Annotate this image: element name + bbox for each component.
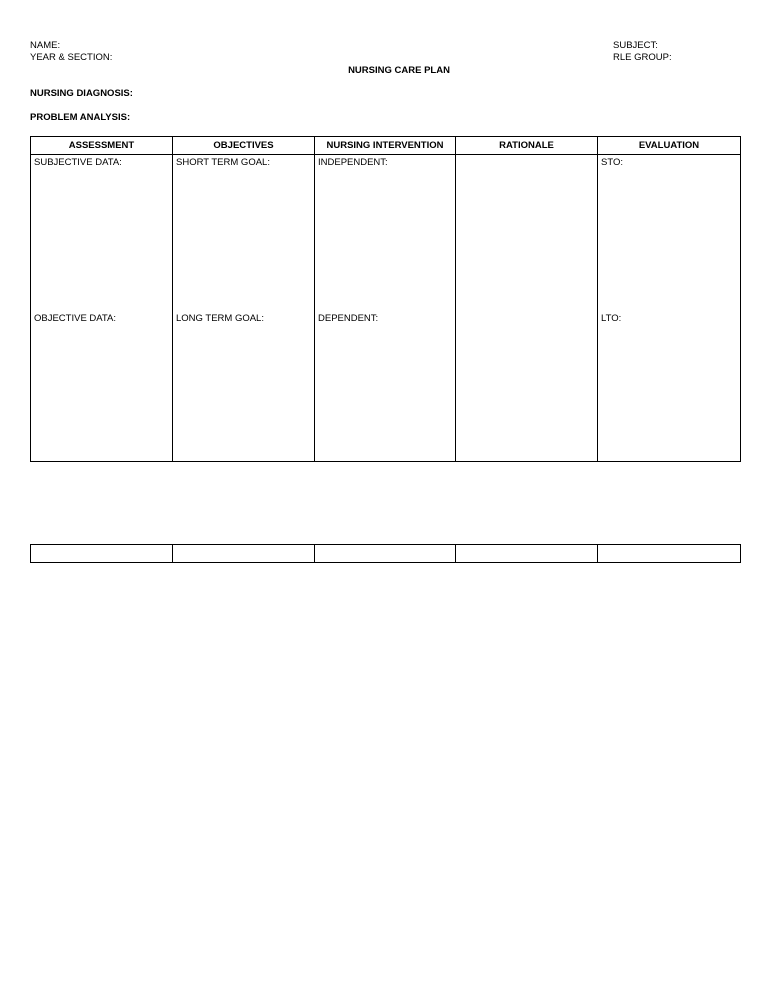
assessment-cell[interactable] [31,155,173,462]
nursing-diagnosis-label: NURSING DIAGNOSIS: [30,88,133,99]
subject-label: SUBJECT: [613,40,658,51]
continuation-cell-evaluation[interactable] [598,545,741,563]
independent-label: INDEPENDENT: [318,157,388,168]
care-plan-table [30,136,741,462]
column-header-assessment: ASSESSMENT [31,137,173,155]
table-header-row [31,137,741,155]
dependent-label: DEPENDENT: [318,313,379,324]
column-header-evaluation: EVALUATION [598,137,741,155]
subjective-data-label: SUBJECTIVE DATA: [34,157,122,168]
intervention-cell[interactable] [315,155,456,462]
table-body-row [31,155,741,462]
objectives-cell[interactable] [173,155,315,462]
continuation-cell-intervention[interactable] [315,545,456,563]
column-header-objectives: OBJECTIVES [173,137,315,155]
year-section-label: YEAR & SECTION: [30,52,113,63]
continuation-cell-assessment[interactable] [31,545,173,563]
evaluation-cell[interactable] [598,155,741,462]
lto-label: LTO: [601,313,622,324]
sto-label: STO: [601,157,623,168]
name-label: NAME: [30,40,61,51]
rationale-cell[interactable] [456,155,598,462]
rle-group-label: RLE GROUP: [613,52,672,63]
problem-analysis-label: PROBLEM ANALYSIS: [30,112,131,123]
continuation-table [30,544,741,563]
column-header-rationale: RATIONALE [456,137,598,155]
long-term-goal-label: LONG TERM GOAL: [176,313,264,324]
continuation-row [31,545,741,563]
short-term-goal-label: SHORT TERM GOAL: [176,157,270,168]
continuation-cell-objectives[interactable] [173,545,315,563]
document-title: NURSING CARE PLAN [348,65,450,76]
objective-data-label: OBJECTIVE DATA: [34,313,116,324]
continuation-cell-rationale[interactable] [456,545,598,563]
column-header-nursing-intervention: NURSING INTERVENTION [315,137,456,155]
